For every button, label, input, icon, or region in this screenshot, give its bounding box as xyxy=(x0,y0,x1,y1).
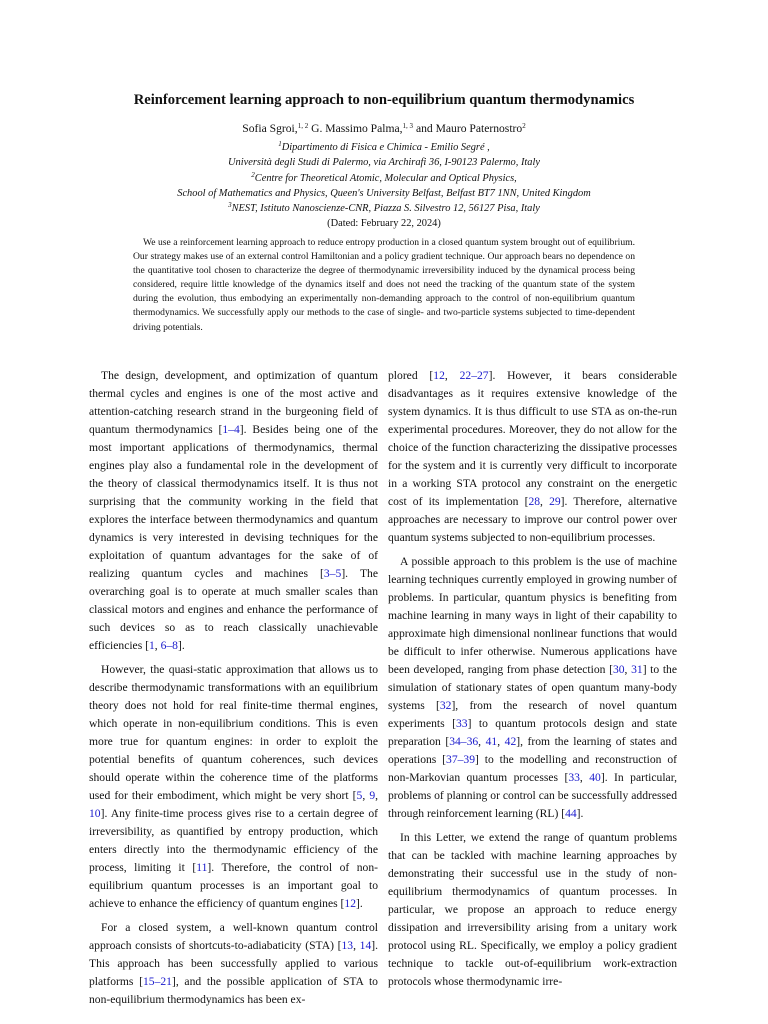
citation-link[interactable]: 14 xyxy=(359,939,372,952)
affiliation-mark: 1 xyxy=(278,140,282,148)
body-column-left xyxy=(89,367,378,1015)
body-text: , xyxy=(497,735,505,748)
body-paragraph xyxy=(388,553,677,823)
affiliations xyxy=(0,140,768,232)
body-text: However, the quasi-static approximation that allows us to describe thermodynamic transformations with an equilibrium theory does not hold for real finite-time thermal engines, which operate in non-equilibrium conditions. This is even more true for quantum engines: in order to exploit the potential benefits of quantum coherences, such devices should operate within the coherence time of the platforms used for their embodiment, which might be very short [ xyxy=(89,663,378,802)
body-text: plored [ xyxy=(388,369,434,382)
citation-link[interactable]: 13 xyxy=(341,939,354,952)
affiliation-mark: 2 xyxy=(251,170,255,179)
affiliation-text: NEST, Istituto Nanoscienze-CNR, Piazza S. Silvestro 12, 56127 Pisa, Italy xyxy=(231,203,540,215)
body-text: ] to the simulation of stationary states of open quantum many-body systems [ xyxy=(388,663,678,712)
body-text: A possible approach to this problem is the use of machine learning techniques currently employed in growing number of problems. In particular, quantum physics is benefiting from machine learning in many ways in light of their capability to approximate high dimensional nonlinear functions that would be difficult to infer otherwise. Numerous applications have been developed, ranging from phase detection [ xyxy=(388,555,677,676)
body-text: ]. xyxy=(355,897,363,910)
body-text: In this Letter, we extend the range of quantum problems that can be tackled with machine learning approaches by demonstrating their successful use in the study of non-equilibrium thermodynamics of quantum processes. In particular, we propose an approach to reduce energy dissipation and irreversibility arising from a unitary work protocol using RL. Specifically, we employ a policy gradient technique to tackle out-of-equilibrium work-extraction protocols whose thermodynamic irre- xyxy=(388,831,677,988)
citation-link[interactable]: 9 xyxy=(369,789,376,802)
citation-link[interactable]: 5 xyxy=(356,789,363,802)
body-text: , xyxy=(579,771,590,784)
citation-link[interactable]: 44 xyxy=(565,807,577,820)
body-text: , xyxy=(624,663,632,676)
body-text: ]. Besides being one of the most important applications of thermodynamics, thermal engines play also a fundamental role in the development of the theory of classical thermodynamics itself. It is thus not surprising that the community working in the field that explores the interface between thermodynamics and quantum dynamics is very interested in devising techniques for the exploitation of quantum advantages for the sake of of realizing quantum cycles and machines [ xyxy=(89,423,378,580)
affiliation-mark: 3 xyxy=(228,201,232,210)
body-text: ], from the learning of states and operations [ xyxy=(388,735,678,766)
body-text: , xyxy=(375,789,379,802)
body-column-right xyxy=(388,367,677,997)
body-text: ]. xyxy=(177,639,185,652)
body-text: , xyxy=(444,369,460,382)
citation-link[interactable]: 11 xyxy=(196,861,208,874)
citation-link[interactable]: 33 xyxy=(568,771,580,784)
body-text: , xyxy=(362,789,370,802)
affiliation-line xyxy=(0,140,768,155)
citation-link[interactable]: 40 xyxy=(589,771,601,784)
body-text: , xyxy=(540,495,550,508)
citation-link[interactable]: 6–8 xyxy=(160,639,178,652)
body-text: The design, development, and optimization of quantum thermal cycles and engines is one of the most active and attention-catching research strand in the burgeoning field of quantum thermodynamics [ xyxy=(89,369,378,436)
citation-link[interactable]: 41 xyxy=(485,735,498,748)
body-paragraph xyxy=(89,661,378,913)
paper-title: Reinforcement learning approach to non-equilibrium quantum thermodynamics xyxy=(133,92,635,108)
body-paragraph xyxy=(89,919,378,1009)
citation-link[interactable]: 12 xyxy=(433,369,445,382)
author-affiliation-mark: 1, 2 xyxy=(297,122,309,130)
body-text: ] to quantum protocols design and state preparation [ xyxy=(388,717,678,748)
citation-link[interactable]: 32 xyxy=(439,699,452,712)
citation-link[interactable]: 34–36 xyxy=(449,735,479,748)
body-text: ]. This approach has been successfully applied to various platforms [ xyxy=(89,939,379,988)
body-text: ]. Therefore, alternative approaches are necessary to improve our control power over quantum systems subjected to non-equilibrium processes. xyxy=(388,495,677,544)
citation-link[interactable]: 1–4 xyxy=(222,423,240,436)
citation-link[interactable]: 31 xyxy=(631,663,643,676)
body-text: ]. In particular, problems of planning or control can be successfully addressed through reinforcement learning (RL) [ xyxy=(388,771,677,820)
author-list xyxy=(0,122,768,135)
affiliation-text: Università degli Studi di Palermo, via Archirafi 36, I-90123 Palermo, Italy xyxy=(228,157,540,169)
citation-link[interactable]: 3–5 xyxy=(323,567,342,580)
citation-link[interactable]: 22–27 xyxy=(459,369,489,382)
abstract: We use a reinforcement learning approach to reduce entropy production in a closed quantum system brought out of equilibrium. Our strategy makes use of an external control Hamiltonian and a policy gradient technique. Our approach bears no dependence on the quantitative tool chosen to characterize the degree of thermodynamic irreversibility induced by the dynamical process being considered, require little knowledge of the dynamics itself and does not need the tracking of the quantum state of the system during the evolution, thus embodying an experimentally non-demanding approach to the control of non-equilibrium quantum thermodynamics. We successfully apply our methods to the case of single- and two-particle systems subjected to time-dependent driving potentials. xyxy=(133,237,635,333)
body-text: ], from the research of novel quantum experiments [ xyxy=(388,699,678,730)
affiliation-line xyxy=(0,186,768,201)
body-text: , xyxy=(353,939,360,952)
body-text: ] to the modelling and reconstruction of non-Markovian quantum processes [ xyxy=(388,753,677,784)
citation-link[interactable]: 12 xyxy=(344,897,356,910)
affiliation-line xyxy=(0,171,768,186)
body-text: ]. Therefore, the control of non-equilibrium quantum processes is an important goal to achieve to enhance the efficiency of quantum engines [ xyxy=(89,861,378,910)
affiliation-text: School of Mathematics and Physics, Queen's University Belfast, Belfast BT7 1NN, United Kingdom xyxy=(177,187,591,199)
author-name: and Mauro Paternostro xyxy=(413,122,523,135)
citation-link[interactable]: 37–39 xyxy=(446,753,476,766)
author-name: G. Massimo Palma, xyxy=(308,122,403,135)
affiliation-line xyxy=(0,155,768,170)
citation-link[interactable]: 15–21 xyxy=(142,975,172,988)
citation-link[interactable]: 33 xyxy=(455,717,468,730)
citation-link[interactable]: 29 xyxy=(549,495,561,508)
citation-link[interactable]: 30 xyxy=(612,663,625,676)
body-text: ]. However, it bears considerable disadvantages as it requires extensive knowledge of the system dynamics. It is thus difficult to use STA as on-the-run experimental procedures. Moreover, they do not allow for the choice of the function characterizing the dissipative processes for the system and it is currently very difficult to incorporate in a working STA protocol any constraint on the energetic cost of its implementation [ xyxy=(388,369,677,508)
date-line: (Dated: February 22, 2024) xyxy=(327,218,441,230)
author-affiliation-mark: 2 xyxy=(522,122,526,130)
body-paragraph xyxy=(388,829,677,991)
citation-link[interactable]: 28 xyxy=(528,495,541,508)
author-name: Sofia Sgroi, xyxy=(242,122,298,135)
citation-link[interactable]: 42 xyxy=(504,735,517,748)
body-text: , xyxy=(478,735,486,748)
body-paragraph xyxy=(388,367,677,547)
citation-link[interactable]: 10 xyxy=(89,807,101,820)
body-paragraph xyxy=(89,367,378,655)
affiliation-text: Dipartimento di Fisica e Chimica - Emilio Segré , xyxy=(281,142,490,153)
body-text: ]. The overarching goal is to operate at much smaller scales than classical motors and engines and enhance the performance of such devices so as to reach classically unachievable efficiencies [ xyxy=(89,567,378,652)
citation-link[interactable]: 1 xyxy=(148,639,155,652)
body-text: ]. Any finite-time process gives rise to a certain degree of irreversibility, as quantified by entropy production, which enters directly into the thermodynamic efficiency of the process, limiting it [ xyxy=(89,807,378,874)
body-text: For a closed system, a well-known quantum control approach consists of shortcuts-to-adiabaticity (STA) [ xyxy=(89,921,378,952)
body-text: ], and the possible application of STA to non-equilibrium thermodynamics has been ex- xyxy=(89,975,378,1006)
body-text: , xyxy=(154,639,161,652)
body-text: ]. xyxy=(576,807,584,820)
affiliation-line xyxy=(0,201,768,216)
author-affiliation-mark: 1, 3 xyxy=(402,122,414,130)
affiliation-text: Centre for Theoretical Atomic, Molecular and Optical Physics, xyxy=(254,172,517,184)
